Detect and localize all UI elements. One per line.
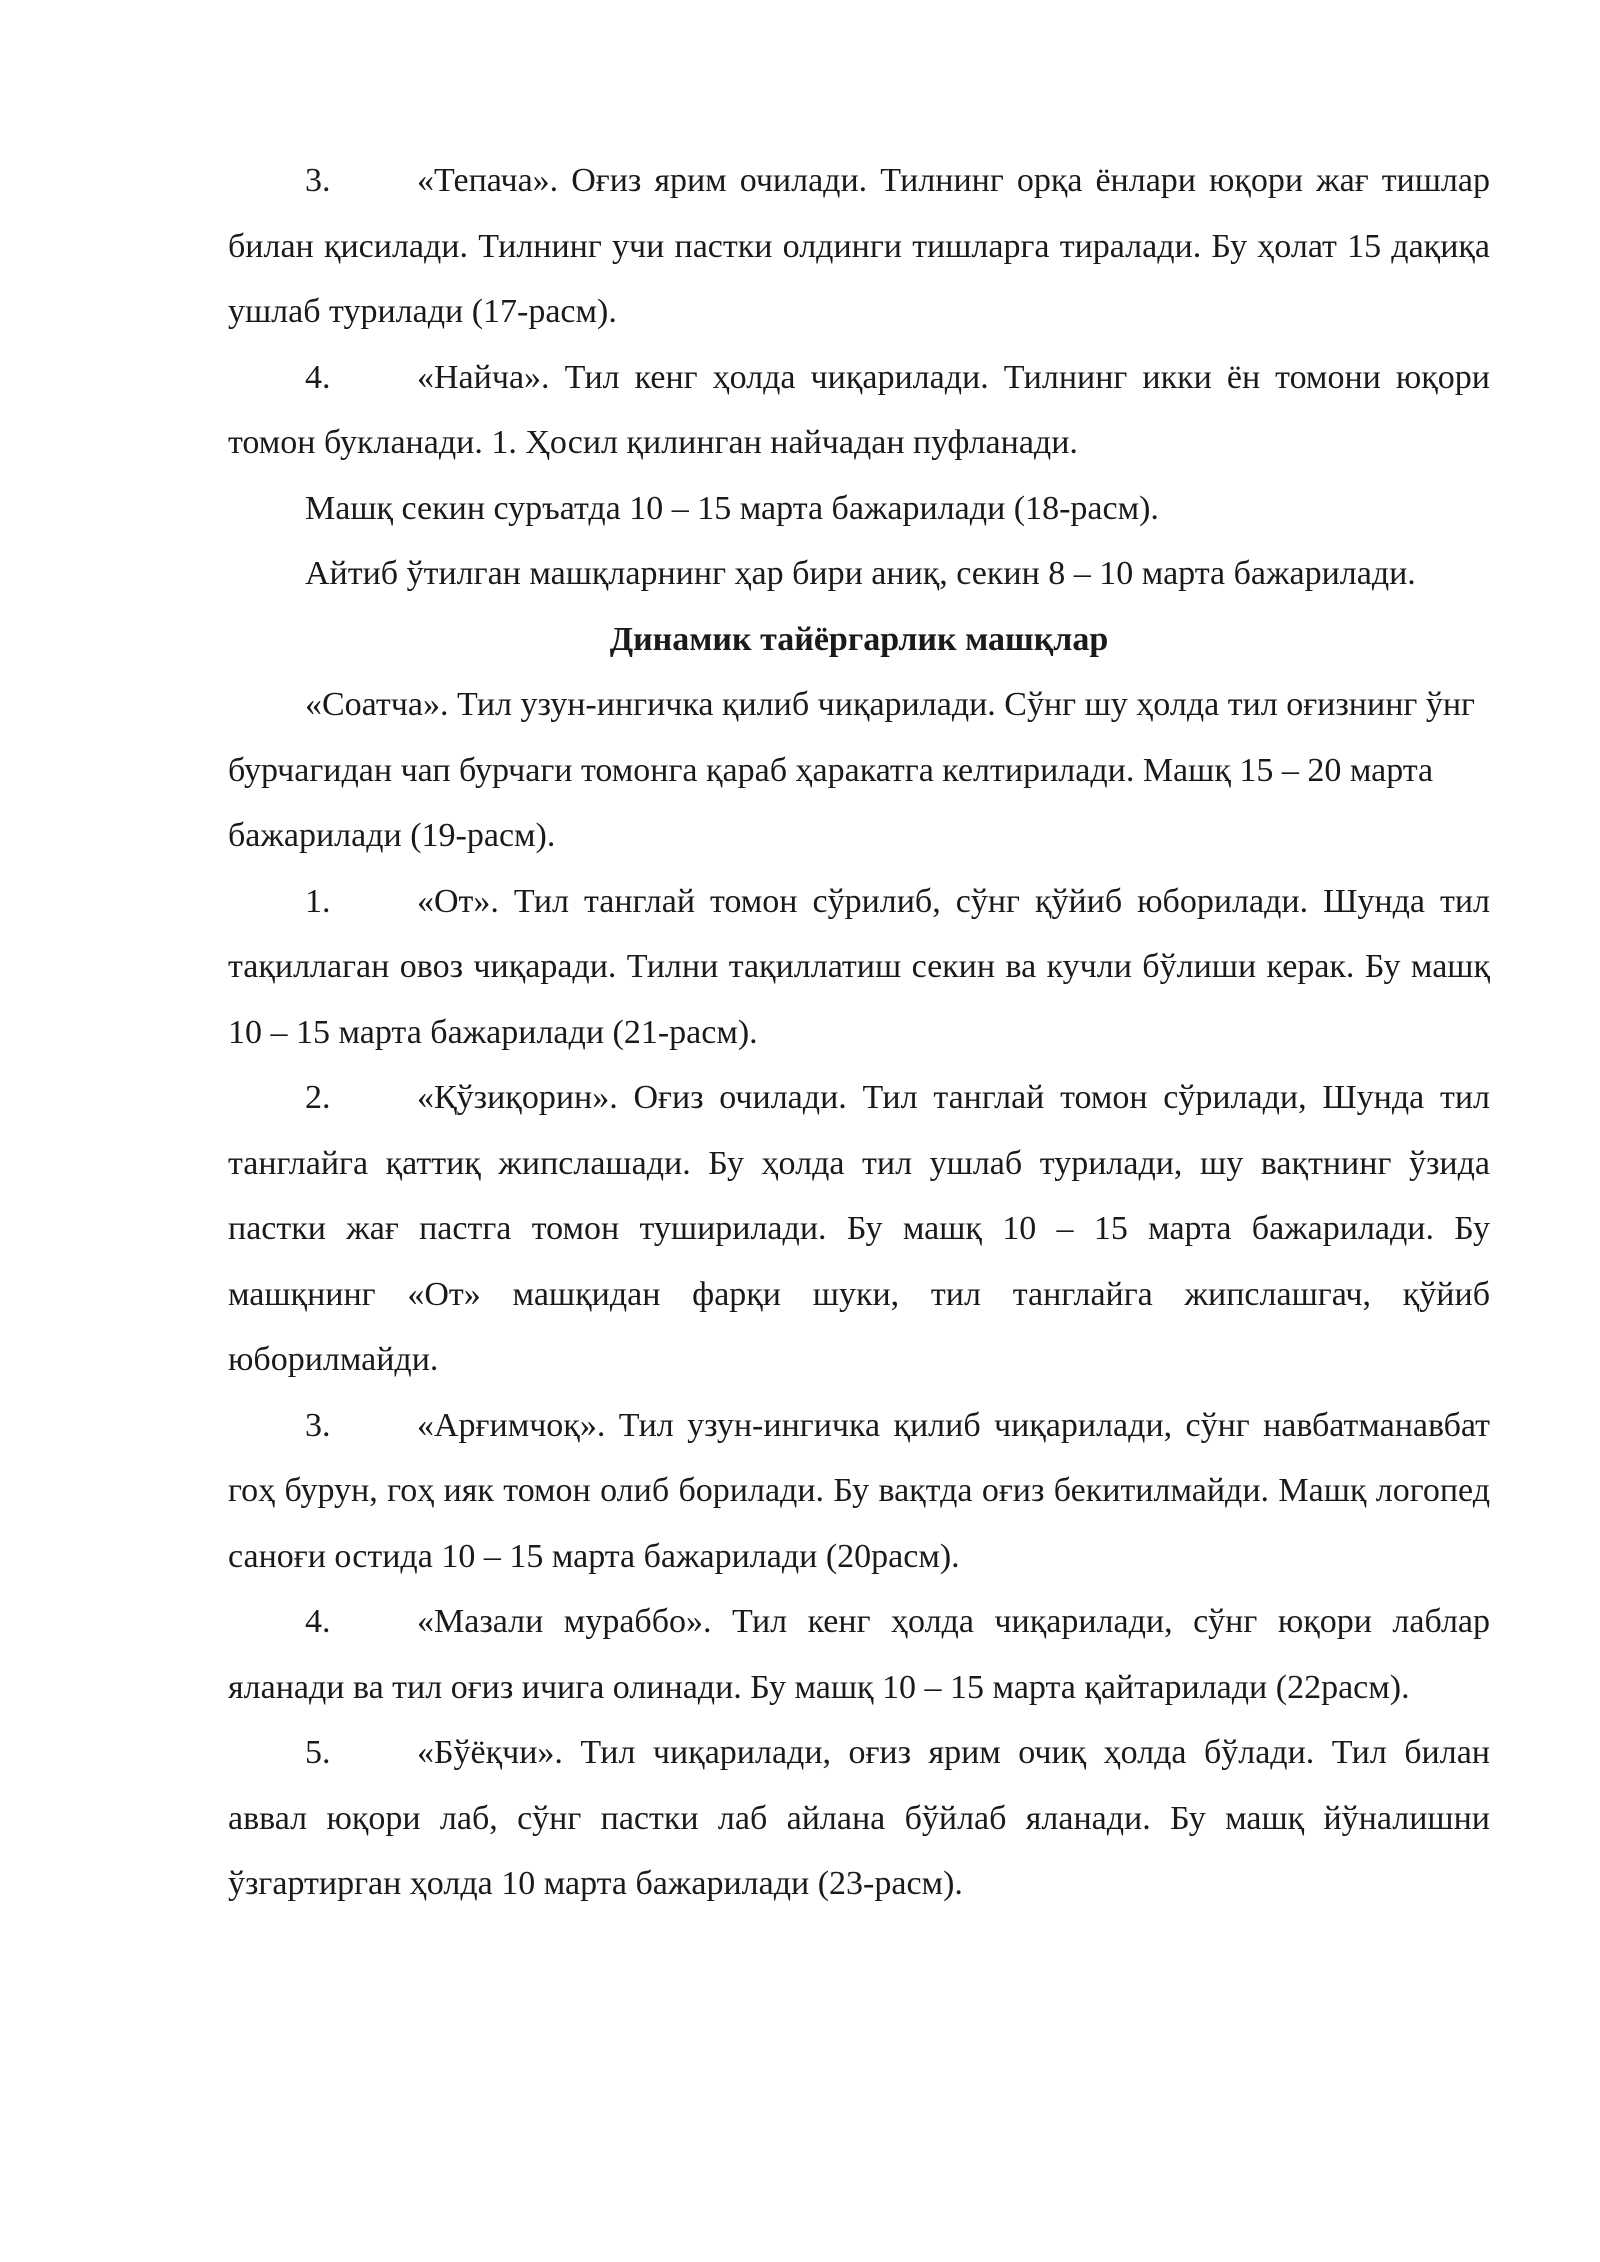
item-text: «Найча». Тил кенг ҳолда чиқарилади. Тилнинг икки ён томони юқори томон букланади. 1. Ҳосил қилинган найчадан пуфланади. — [228, 358, 1490, 461]
exercise-item-quziqorin — [228, 1065, 1490, 1393]
item-number: 4. — [305, 1603, 331, 1640]
document-body — [228, 148, 1490, 1917]
section-heading: Динамик тайёргарлик машқлар — [609, 620, 1109, 658]
item-number: 4. — [305, 358, 331, 396]
item-number: 3. — [305, 1406, 331, 1444]
exercise-item-ot — [228, 869, 1490, 1066]
exercise-item-argimchoq — [228, 1393, 1490, 1590]
item-text: «Мазали мураббо». Тил кенг ҳолда чиқарилади, сўнг юқори лаблар яланади ва тил оғиз ичига олинади. Бу машқ 10 – 15 марта қайтарилади (22расм). — [228, 1603, 1490, 1706]
exercise-item-tepacha — [228, 148, 1490, 345]
exercise-item-mazali-murabbo — [228, 1589, 1490, 1720]
item-number: 1. — [305, 882, 331, 920]
paragraph-soatcha: «Соатча». Тил узун-ингичка қилиб чиқарилади. Сўнг шу ҳолда тил оғизнинг ўнг бурчагидан чап бурчаги томонга қараб ҳаракатга келтирилади. Машқ 15 – 20 марта бажарилади (19-расм). — [228, 686, 1475, 854]
item-text: «Тепача». Оғиз ярим очилади. Тилнинг орқа ёнлари юқори жағ тишлар билан қисилади. Тилнинг учи пастки олдинги тишларга тиралади. Бу ҳолат 15 дақиқа ушлаб турилади (17-расм). — [228, 162, 1490, 330]
exercise-item-naycha — [228, 345, 1490, 476]
item-number: 3. — [305, 162, 331, 199]
paragraph-summary: Айтиб ўтилган машқларнинг ҳар бири аниқ, секин 8 – 10 марта бажарилади. — [305, 555, 1416, 592]
item-text: «Қўзиқорин». Оғиз очилади. Тил танглай томон сўрилади, Шунда тил танглайга қаттиқ жипслашади. Бу ҳолда тил ушлаб турилади, шу вақтнинг ўзида пастки жағ пастга томон туширилади. Бу машқ 10 – 15 марта бажарилади. Бу машқнинг «От» машқидан фарқи шуки, тил танглайга жипслашгач, қўйиб юборилмайди. — [228, 1079, 1490, 1378]
item-text: «Бўёқчи». Тил чиқарилади, оғиз ярим очиқ ҳолда бўлади. Тил билан аввал юқори лаб, сўнг пастки лаб айлана бўйлаб яланади. Бу машқ йўналишни ўзгартирган ҳолда 10 марта бажарилади (23-расм). — [228, 1734, 1490, 1902]
item-number: 5. — [305, 1734, 331, 1771]
paragraph-tempo: Машқ секин суръатда 10 – 15 марта бажарилади (18-расм). — [305, 489, 1159, 527]
item-text: «От». Тил танглай томон сўрилиб, сўнг қўйиб юборилади. Шунда тил тақиллаган овоз чиқаради. Тилни тақиллатиш секин ва кучли бўлиши керак. Бу машқ 10 – 15 марта бажарилади (21-расм). — [228, 882, 1490, 1051]
exercise-item-buyoqchi — [228, 1720, 1490, 1917]
item-number: 2. — [305, 1079, 331, 1116]
item-text: «Арғимчоқ». Тил узун-ингичка қилиб чиқарилади, сўнг навбатманавбат гоҳ бурун, гоҳ ияк томон олиб борилади. Бу вақтда оғиз бекитилмайди. Машқ логопед саноғи остида 10 – 15 марта бажарилади (20расм). — [228, 1406, 1490, 1575]
